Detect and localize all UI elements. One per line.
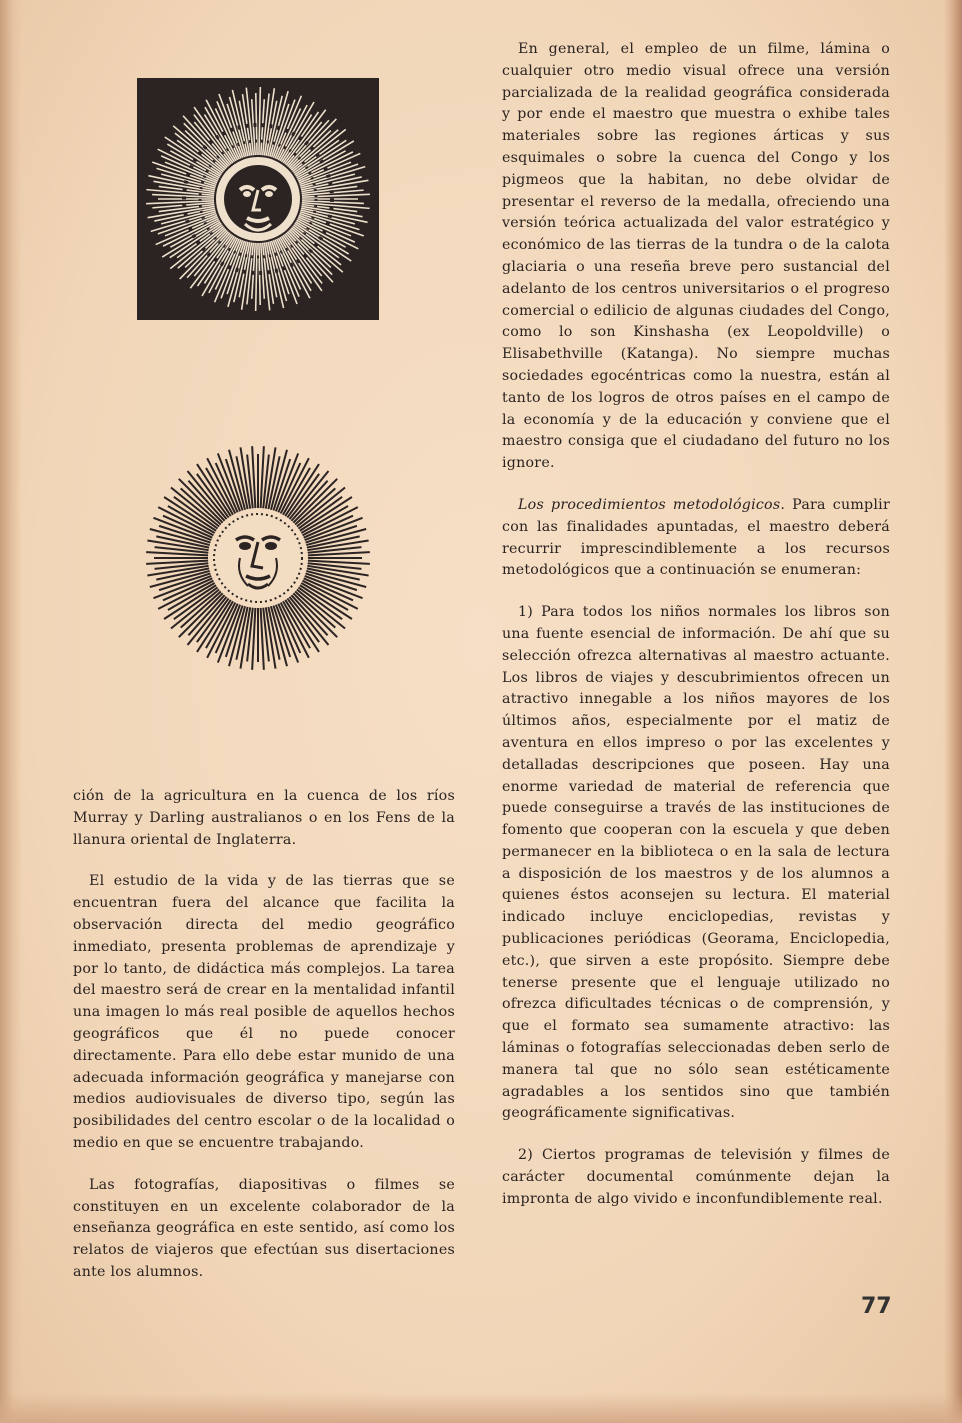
right-paragraph-2 — [502, 495, 890, 582]
right-paragraph-1: En general, el empleo de un filme, lámina o cualquier otro medio visual ofrece una versión parcializada de la realidad geográfica considerada y por ende el maestro que muestra o exhibe tales materiales sobre las regiones árticas y sus esquimales o sobre la cuenca del Congo y los pigmeos que la habitan, no debe olvidar de presentar el reverso de la medalla, ofreciendo una versión teórica actualizada del valor estratégico y económico de las tierras de la tundra o de la calota glaciaria o una reseña breve pero sustancial del adelanto de los centros universitarios o el progreso comercial o edilicio de algunas ciudades del Congo, como lo son Kinshasha (ex Leopoldville) o Elisabethville (Katanga). No siempre muchas sociedades egocéntricas como la nuestra, están al tanto de los logros de otros países en el campo de la economía y de la educación y conviene que el maestro consiga que el ciudadano del futuro no los ignore. — [502, 41, 890, 472]
section-heading-italic: Los procedimientos metodológicos. — [518, 496, 786, 513]
right-text-column — [502, 39, 890, 1231]
left-paragraph-3: Las fotografías, diapositivas o filmes se constituyen en un excelente colaborador de la enseñanza geográfica en este sentido, así como los relatos de viajeros que efectúan sus disertaciones ante los alumnos. — [73, 1176, 455, 1280]
sun-face-square-illustration — [137, 78, 379, 320]
page-edge-shadow — [944, 0, 962, 1423]
sun-face-woodcut-square-icon — [137, 78, 379, 320]
page-number: 77 — [861, 1294, 892, 1319]
page-gutter-shadow — [0, 0, 22, 1423]
right-paragraph-3: 1) Para todos los niños normales los libros son una fuente esencial de información. De ahí que su selección ofrezca alternativas al maestro actuante. Los libros de viajes y descubrimientos ofrecen un atractivo innegable a los niños mayores de los últimos años, especialmente por el matiz de aventura en ellos impreso o por las excelentes y detalladas descripciones que poseen. Hay una enorme variedad de material de referencia que puede conseguirse a través de las instituciones de fomento que cooperan con la escuela y que deben permanecer en la biblioteca o en la sala de lectura a disposición de los maestros y de los alumnos a quienes éstos aconsejen su lectura. El material indicado incluye enciclopedias, revistas y publicaciones periódicas (Georama, Enciclopedia, etc.), que sirven a este propósito. Siempre debe tenerse presente que el lenguaje utilizado no ofrezca dificultades técnicas o de comprensión, y que el formato sea sumamente atractivo: las láminas o fotografías seleccionadas deben serlo de manera tal que no sólo sean estéticamente agradables a los sentidos sino que también geográficamente significativas. — [502, 604, 890, 1122]
sun-face-woodcut-round-icon — [140, 440, 376, 676]
section-intro-text: Para cumplir con las finalidades apuntadas, el maestro deberá recurrir imprescindiblemente a los recursos metodológicos que a continuación se enumeran: — [502, 496, 891, 579]
page-bottom-shadow — [0, 1393, 962, 1423]
left-text-column — [73, 786, 455, 1304]
left-paragraph-2: El estudio de la vida y de las tierras que se encuentran fuera del alcance que facilita la observación directa del medio geográfico inmediato, presenta problemas de aprendizaje y por lo tanto, de didáctica más complejos. La tarea del maestro será de crear en la mentalidad infantil una imagen lo más real posible de aquellos hechos geográficos que él no puede conocer directamente. Para ello debe estar munido de una adecuada información geográfica y manejarse con medios audiovisuales de diverso tipo, según las posibilidades del centro escolar o de la localidad o medio en que se encuentre trabajando. — [73, 873, 455, 1151]
sun-face-round-illustration — [140, 440, 376, 676]
right-paragraph-4: 2) Ciertos programas de televisión y filmes de carácter documental comúnmente dejan la impronta de algo vivido e inconfundiblemente real. — [502, 1147, 890, 1207]
left-paragraph-1: ción de la agricultura en la cuenca de los ríos Murray y Darling australianos o en los Fens de la llanura oriental de Inglaterra. — [73, 788, 455, 848]
